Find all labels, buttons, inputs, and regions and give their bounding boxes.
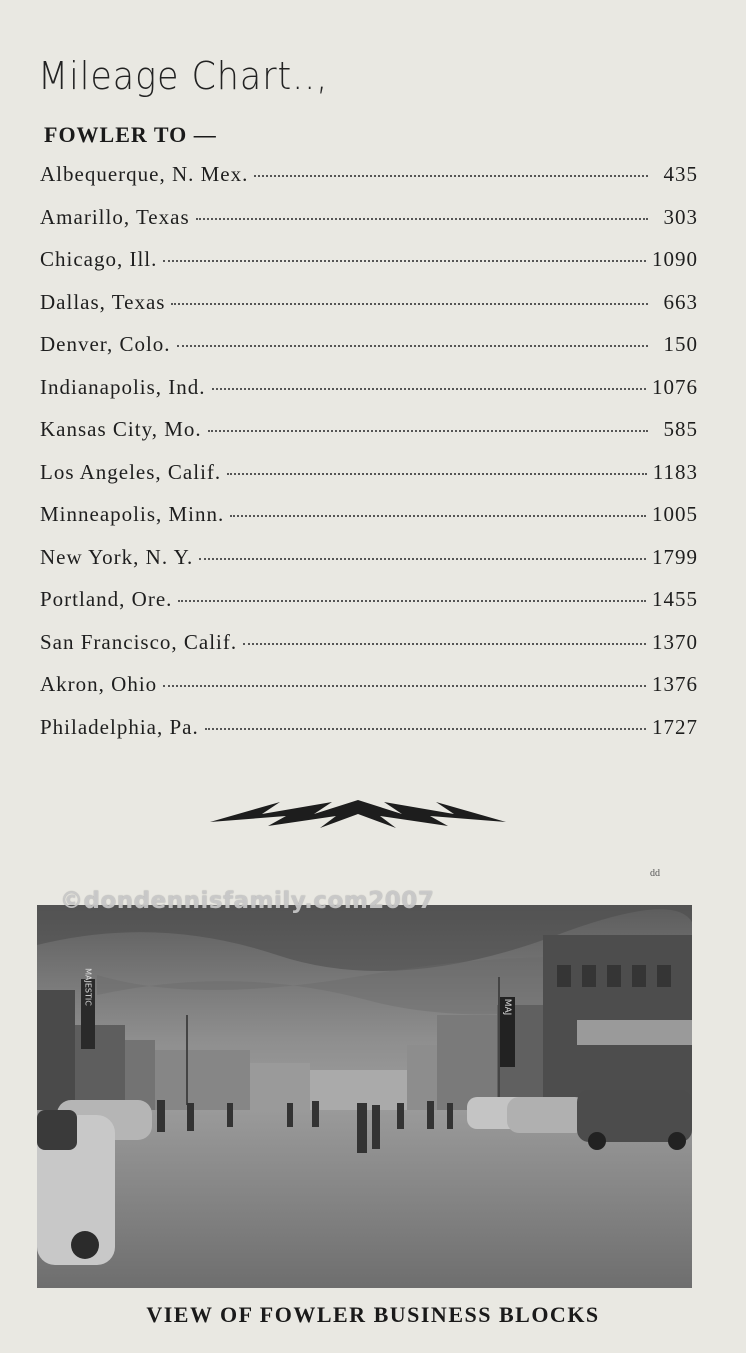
- sign-right-text: MAJ: [502, 998, 512, 1016]
- city-name: San Francisco, Calif.: [40, 629, 238, 654]
- mileage-value: 1076: [652, 374, 698, 399]
- dot-leader: [254, 175, 648, 177]
- mileage-row: [40, 502, 698, 545]
- mileage-value: 1090: [652, 247, 698, 271]
- dot-leader: [230, 515, 646, 517]
- mileage-row: [40, 162, 698, 205]
- city-name: Dallas, Texas: [40, 289, 166, 314]
- mileage-value: 1727: [652, 714, 698, 739]
- dot-leader: [163, 260, 646, 262]
- mileage-value: 1799: [652, 544, 698, 569]
- dot-leader: [196, 218, 648, 220]
- city-name: Amarillo, Texas: [40, 204, 190, 229]
- dot-leader: [205, 728, 646, 730]
- mileage-value: 585: [663, 417, 698, 441]
- zigzag-ornament-icon: [210, 800, 506, 840]
- mileage-row: [40, 417, 698, 460]
- dot-leader: [199, 558, 646, 560]
- watermark: ©dondennisfamily.com2007: [60, 888, 435, 914]
- sign-left-text: MAJESTIC: [83, 968, 93, 1006]
- page-title: Mileage Chart..,: [38, 54, 329, 98]
- mileage-row: [40, 715, 698, 758]
- mileage-value: 303: [663, 204, 698, 229]
- dot-leader: [163, 685, 646, 687]
- mileage-row: [40, 672, 698, 715]
- dot-leader: [171, 303, 648, 305]
- dot-leader: [212, 388, 646, 390]
- dot-leader: [227, 473, 647, 475]
- city-name: Denver, Colo.: [40, 332, 171, 356]
- mileage-value: 435: [663, 162, 698, 186]
- mileage-row: [40, 587, 698, 630]
- city-name: Los Angeles, Calif.: [40, 459, 222, 484]
- mileage-list: [40, 162, 698, 757]
- mileage-value: 1376: [652, 672, 698, 696]
- city-name: Akron, Ohio: [40, 672, 158, 696]
- city-name: Philadelphia, Pa.: [40, 714, 199, 739]
- mileage-row: [40, 332, 698, 375]
- mileage-row: [40, 247, 698, 290]
- street-photo: [37, 905, 692, 1288]
- mileage-row: [40, 545, 698, 588]
- city-name: Chicago, Ill.: [40, 247, 158, 271]
- city-name: Kansas City, Mo.: [40, 417, 202, 441]
- dot-leader: [208, 430, 648, 432]
- dot-leader: [177, 345, 648, 347]
- mileage-value: 663: [663, 289, 698, 314]
- dot-leader: [243, 643, 646, 645]
- marginal-mark: dd: [650, 868, 660, 879]
- dot-leader: [178, 600, 646, 602]
- mileage-value: 1370: [652, 629, 698, 654]
- city-name: Indianapolis, Ind.: [40, 374, 206, 399]
- mileage-row: [40, 460, 698, 503]
- mileage-row: [40, 375, 698, 418]
- mileage-row: [40, 205, 698, 248]
- city-name: Portland, Ore.: [40, 587, 173, 611]
- mileage-row: [40, 630, 698, 673]
- mileage-row: [40, 290, 698, 333]
- mileage-value: 1455: [652, 587, 698, 611]
- mileage-subtitle: FOWLER TO —: [44, 122, 217, 147]
- city-name: Albequerque, N. Mex.: [40, 162, 249, 186]
- mileage-value: 150: [663, 332, 698, 356]
- photo-caption: VIEW OF FOWLER BUSINESS BLOCKS: [146, 1302, 600, 1327]
- mileage-value: 1183: [652, 459, 698, 484]
- mileage-value: 1005: [652, 502, 698, 526]
- city-name: Minneapolis, Minn.: [40, 502, 225, 526]
- city-name: New York, N. Y.: [40, 544, 194, 569]
